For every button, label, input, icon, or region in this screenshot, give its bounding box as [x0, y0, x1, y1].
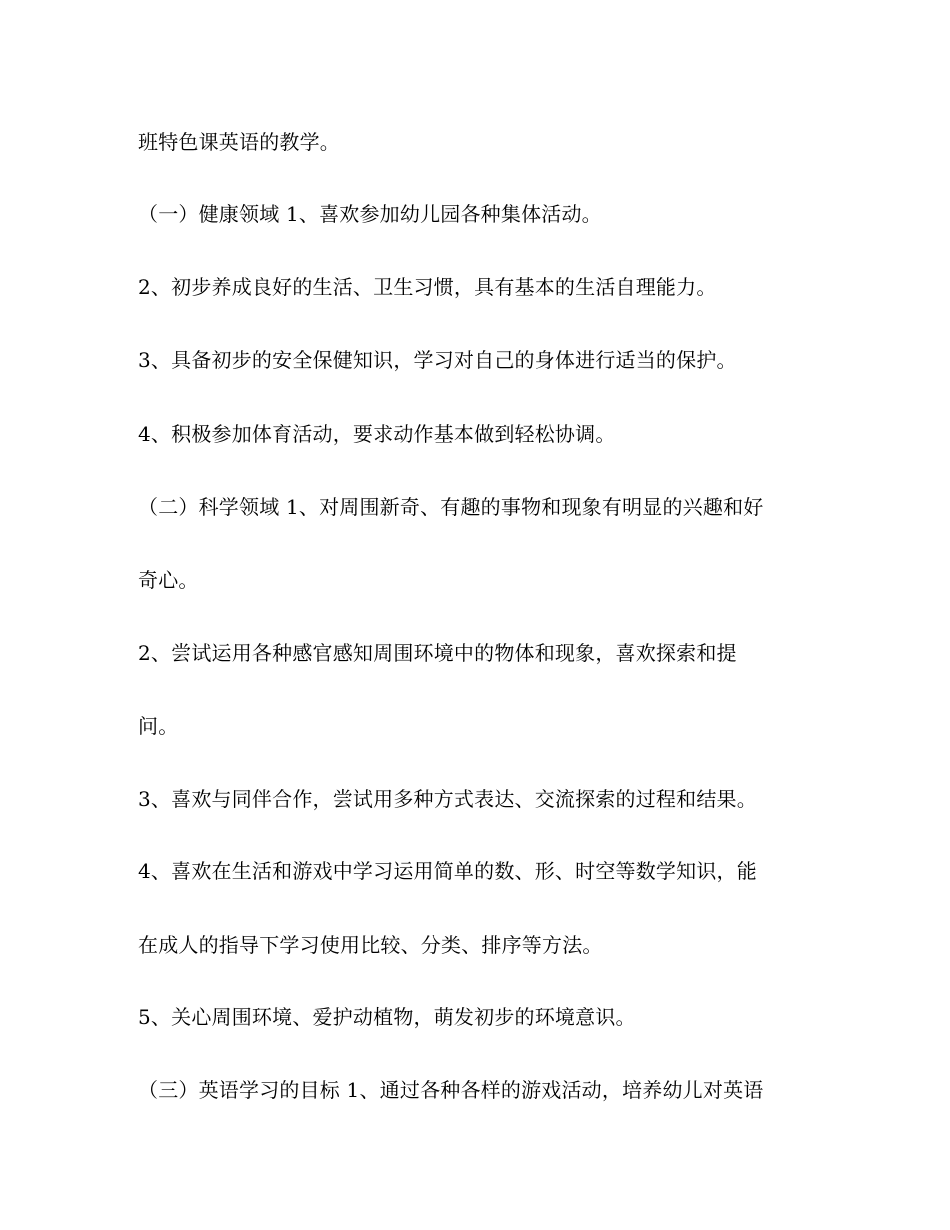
- section-heading-health: （一）健康领域 1、喜欢参加幼儿园各种集体活动。: [138, 202, 602, 226]
- text-line: 3、喜欢与同伴合作，尝试用多种方式表达、交流探索的过程和结果。: [138, 787, 757, 811]
- section-heading-english: （三）英语学习的目标 1、通过各种各样的游戏活动，培养幼儿对英语: [138, 1078, 764, 1102]
- text-line: 4、喜欢在生活和游戏中学习运用简单的数、形、时空等数学知识，能: [138, 859, 757, 883]
- text-line: 3、具备初步的安全保健知识，学习对自己的身体进行适当的保护。: [138, 348, 737, 372]
- text-line: 2、尝试运用各种感官感知周围环境中的物体和现象，喜欢探索和提: [138, 641, 737, 665]
- text-line: 5、关心周围环境、爱护动植物，萌发初步的环境意识。: [138, 1005, 636, 1029]
- text-line: 班特色课英语的教学。: [138, 130, 340, 154]
- text-line: 在成人的指导下学习使用比较、分类、排序等方法。: [138, 933, 603, 957]
- text-line: 4、积极参加体育活动，要求动作基本做到轻松协调。: [138, 422, 616, 446]
- text-line: 问。: [138, 714, 179, 738]
- text-line: 奇心。: [138, 568, 199, 592]
- section-heading-science: （二）科学领域 1、对周围新奇、有趣的事物和现象有明显的兴趣和好: [138, 495, 764, 519]
- text-line: 2、初步养成良好的生活、卫生习惯，具有基本的生活自理能力。: [138, 275, 717, 299]
